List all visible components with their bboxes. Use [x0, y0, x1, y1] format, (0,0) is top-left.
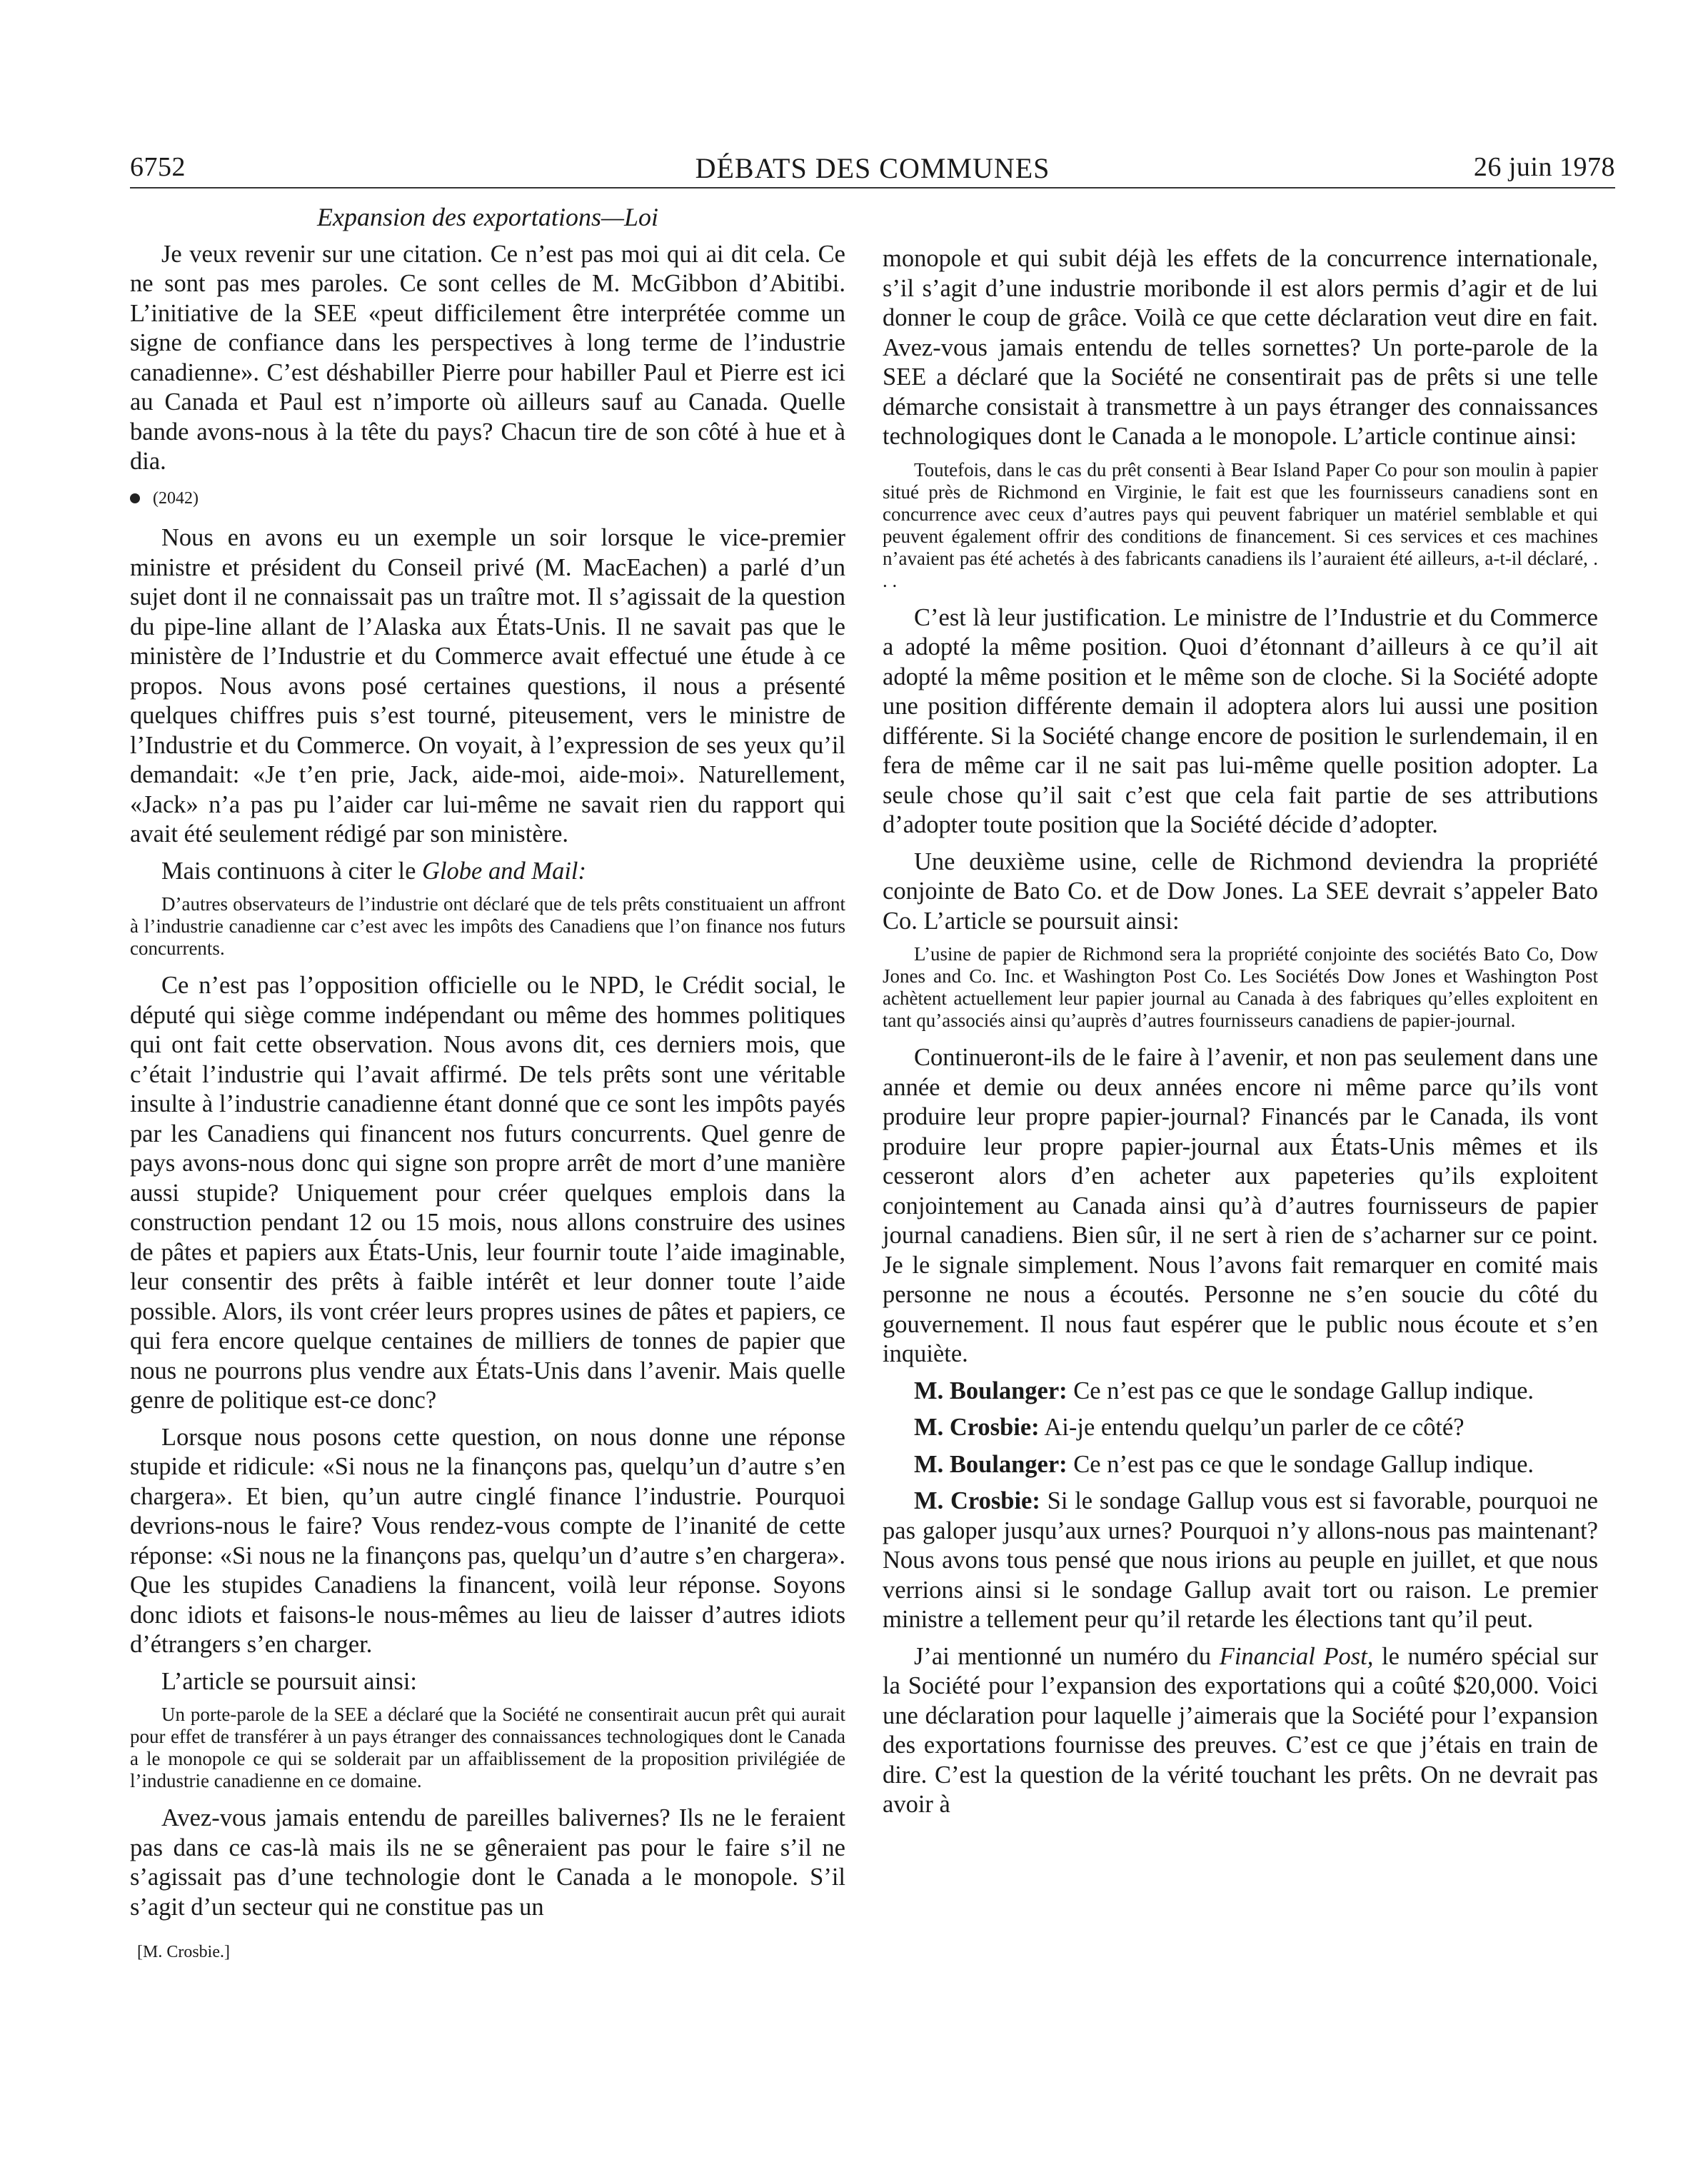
page-number: 6752 [130, 152, 186, 182]
paragraph: Avez-vous jamais entendu de pareilles balivernes? Ils ne le feraient pas dans ce cas-là mais ils ne se gêneraient pas pour le faire s’il ne s’agissait pas d’une technologie dont le Canada a le monopole. S’il s’agit d’un secteur qui ne constitue pas un [130, 1804, 845, 1921]
speech [883, 1377, 1598, 1407]
speaker-attribution: [M. Crosbie.] [137, 1943, 230, 1961]
speech-text: Si le sondage Gallup vous est si favorable, pourquoi ne pas galoper jusqu’aux urnes? Pourquoi n’y allons-nous pas maintenant? Nous avons tous pensé que nous irions au peuple en juillet, et que nous verrions ainsi si le sondage Gallup avait tort ou raison. Le premier ministre a tellement peur qu’il retarde les élections tant qu’il peut. [883, 1487, 1598, 1633]
speech-text: Ai-je entendu quelqu’un parler de ce côté? [1039, 1414, 1465, 1441]
speaker-name: M. Boulanger: [914, 1450, 1068, 1478]
paragraph [130, 857, 845, 887]
publication-title: DÉBATS DES COMMUNES [695, 152, 1050, 184]
paragraph: monopole et qui subit déjà les effets de la concurrence internationale, s’il s’agit d’une industrie moribonde il est alors permis d’agir et de lui donner le coup de grâce. Voilà ce que cette déclaration veut dire en fait. Avez-vous jamais entendu de telles sornettes? Un porte-parole de la SEE a déclaré que la Société ne consentirait pas de prêts si une telle démarche consistait à transmettre à un pays étranger des connaissances technologiques dont le Canada a le monopole. L’article continue ainsi: [883, 245, 1598, 450]
publication-name: Financial Post, [1219, 1642, 1374, 1670]
paragraph-text: J’ai mentionné un numéro du [914, 1642, 1220, 1670]
block-quote: L’usine de papier de Richmond sera la propriété conjointe des sociétés Bato Co, Dow Jones and Co. Inc. et Washington Post Co. Les Sociétés Dow Jones et Washington Post achètent actuellement leur papier journal au Canada à des fabriques qu’elles exploitent en tant qu’associés ainsi qu’auprès d’autres fournisseurs canadiens de papier-journal. [883, 943, 1598, 1031]
page-header [130, 149, 1615, 188]
paragraph: Une deuxième usine, celle de Richmond deviendra la propriété conjointe de Bato Co. et de Dow Jones. La SEE devrait s’appeler Bato Co. L’article se poursuit ainsi: [883, 848, 1598, 935]
left-column [130, 203, 845, 1968]
speaker-name: M. Boulanger: [914, 1377, 1068, 1404]
paragraph-text: Mais continuons à citer le [161, 857, 423, 885]
paragraph: Ce n’est pas l’opposition officielle ou le NPD, le Crédit social, le député qui siège comme indépendant ou même des hommes politiques qui ont fait cette observation. Nous avons dit, ces derniers mois, que c’était l’industrie qui l’avait affirmé. De tels prêts sont une véritable insulte à l’industrie canadienne étant donné que ce sont les impôts payés par les Canadiens qui financent nos futurs concurrents. Quel genre de pays avons-nous donc qui signe son propre arrêt de mort d’une manière aussi stupide? Uniquement pour créer quelques emplois dans la construction pendant 12 ou 15 mois, nous allons construire des usines de pâtes et papiers aux États-Unis, leur fournir toute l’aide imaginable, leur consentir des prêts à faible intérêt et leur donner toute l’aide possible. Alors, ils vont créer leurs propres usines de pâtes et papiers, ce qui fera encore quelque centaines de milliers de tonnes de papier que nous ne pourrons plus vendre aux États-Unis dans l’avenir. Mais quelle genre de politique est-ce donc? [130, 972, 845, 1414]
block-quote: D’autres observateurs de l’industrie ont déclaré que de tels prêts constituaient un affront à l’industrie canadienne car c’est avec les impôts des Canadiens que l’on finance nos futurs concurrents. [130, 893, 845, 959]
paragraph-text: le numéro spécial sur la Société pour l’expansion des exportations qui a coûté $20,000. Voici une déclaration pour laquelle j’aimerais que la Société pour l’expansion des exportations fournisse des preuves. C’est ce que j’étais en train de dire. C’est la question de la vérité touchant les prêts. On ne devrait pas avoir à [883, 1642, 1598, 1818]
right-column [883, 244, 1598, 1827]
time-marker [130, 484, 845, 514]
paragraph: C’est là leur justification. Le ministre de l’Industrie et du Commerce a adopté la même position. Quoi d’étonnant d’ailleurs à ce qu’il ait adopté la même position et le même son de cloche. Si la Société adopte une position différente demain il adoptera alors lui aussi une position différente. Si la Société change encore de position le surlendemain, il en fera de même car il ne sait pas lui-même quelle position adopter. La seule chose qu’il sait c’est que cela fait partie de ses attributions d’adopter toute position que la Société décide d’adopter. [883, 603, 1598, 838]
section-title: Expansion des exportations—Loi [317, 203, 658, 231]
paragraph: L’article se poursuit ainsi: [161, 1667, 418, 1695]
paragraph: Continueront-ils de le faire à l’avenir, et non pas seulement dans une année et demie ou deux années encore ni même parce qu’ils vont produire leur propre papier-journal? Financés par le Canada, ils vont produire leur propre papier-journal aux États-Unis mêmes et ils cesseront alors d’en acheter aux papeteries qu’ils exploitent conjointement au Canada ainsi qu’à d’autres fournisseurs de papier journal canadiens. Bien sûr, il ne sert à rien de s’acharner sur ce point. Je le signale simplement. Nous l’avons fait remarquer en comité mais personne ne nous a écoutés. Personne ne s’en soucie du côté du gouvernement. Il nous faut espérer que le public nous écoute et s’en inquiète. [883, 1044, 1598, 1367]
speech [883, 1487, 1598, 1635]
block-quote: Toutefois, dans le cas du prêt consenti à Bear Island Paper Co pour son moulin à papier situé près de Richmond en Virginie, le fait est que les fournisseurs canadiens sont en concurrence avec ceux d’autres pays qui peuvent fabriquer un matériel semblable et qui peuvent également offrir des conditions de financement. Si ces services et ces machines n’avaient pas été achetés à des fabricants canadiens ils l’auraient été ailleurs, a-t-il déclaré, . . . [883, 458, 1598, 591]
paragraph: Nous en avons eu un exemple un soir lorsque le vice-premier ministre et président du Conseil privé (M. MacEachen) a parlé d’un sujet dont il ne connaissait pas un traître mot. Il s’agissait de la question du pipe-line allant de l’Alaska aux États-Unis. Il ne savait pas que le ministère de l’Industrie et du Commerce avait effectué une étude à ce propos. Nous avons posé certaines questions, il nous a présenté quelques chiffres puis s’est tourné, piteusement, vers le ministre de l’Industrie et du Commerce. On voyait, à l’expression de ses yeux qu’il demandait: «Je t’en prie, Jack, aide-moi, aide-moi». Naturellement, «Jack» n’a pas pu l’aider car lui-même ne savait rien du rapport qui avait été seulement rédigé par son ministère. [130, 524, 845, 848]
bullet-icon [130, 493, 140, 503]
speech [883, 1450, 1598, 1480]
block-quote: Un porte-parole de la SEE a déclaré que la Société ne consentirait aucun prêt qui aurait pour effet de transférer à un pays étranger des connaissances technologiques dont le Canada a le monopole ce qui se solderait par un affaiblissement de la proposition privilégiée de l’industrie canadienne en ce domaine. [130, 1704, 845, 1791]
time-marker-label: (2042) [153, 488, 199, 508]
paragraph: Lorsque nous posons cette question, on nous donne une réponse stupide et ridicule: «Si nous ne la finançons pas, quelqu’un d’autre s’en chargera». Et bien, qu’un autre cinglé finance l’industrie. Pourquoi devrions-nous le faire? Vous rendez-vous compte de l’inanité de cette réponse: «Si nous ne la finançons pas, quelqu’un d’autre s’en chargera». Que les stupides Canadiens la financent, voilà leur réponse. Soyons donc idiots et faisons-le nous-mêmes au lieu de laisser d’autres idiots d’étrangers s’en charger. [130, 1423, 845, 1658]
speech-text: Ce n’est pas ce que le sondage Gallup indique. [1067, 1377, 1534, 1404]
page-date: 26 juin 1978 [1473, 152, 1615, 182]
paragraph: Je veux revenir sur une citation. Ce n’est pas moi qui ai dit cela. Ce ne sont pas mes paroles. Ce sont celles de M. McGibbon d’Abitibi. L’initiative de la SEE «peut difficilement être interprétée comme un signe de confiance dans les perspectives à long terme de l’industrie canadienne». C’est déshabiller Pierre pour habiller Paul et Pierre est ici au Canada et Paul est n’importe où ailleurs sauf au Canada. Quelle bande avons-nous à la tête du pays? Chacun tire de son côté à hue et à dia. [130, 240, 845, 475]
speech-text: Ce n’est pas ce que le sondage Gallup indique. [1067, 1450, 1534, 1478]
paragraph [883, 1642, 1598, 1820]
speaker-name: M. Crosbie: [914, 1487, 1040, 1514]
publication-name: Globe and Mail: [422, 857, 586, 885]
speaker-name: M. Crosbie: [914, 1414, 1040, 1441]
speech [883, 1413, 1598, 1443]
